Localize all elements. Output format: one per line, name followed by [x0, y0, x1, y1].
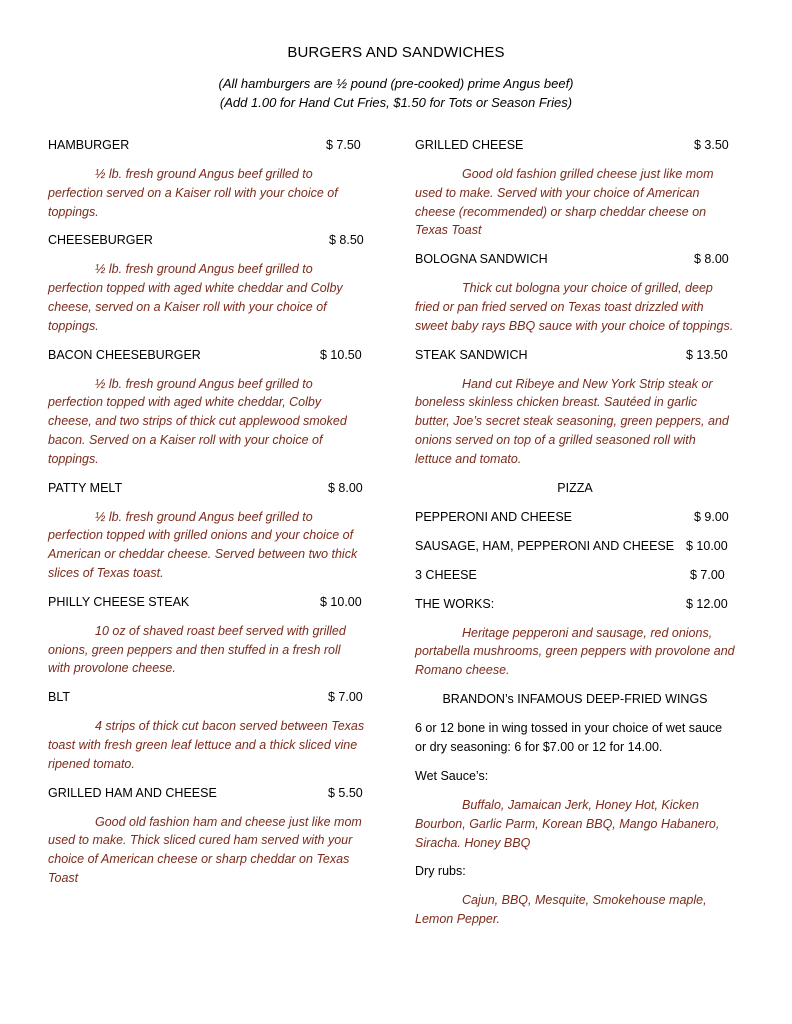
item-price: $ 9.00 [694, 509, 729, 524]
item-name: BLT [48, 690, 70, 705]
item-price: $ 8.00 [694, 252, 729, 267]
pizza-heading: PIZZA [557, 480, 593, 495]
menu-item-bologna-sandwich [415, 250, 735, 335]
item-price: $ 7.50 [326, 138, 361, 152]
item-name: HAMBURGER [48, 138, 130, 152]
item-name: SAUSAGE, HAM, PEPPERONI AND CHEESE [415, 538, 675, 553]
item-name: PHILLY CHEESE STEAK [48, 594, 190, 609]
item-price: $ 8.00 [328, 480, 363, 495]
right-column [415, 136, 735, 929]
dry-rubs-list: Cajun, BBQ, Mesquite, Smokehouse maple, Lemon Pepper. [415, 893, 707, 927]
menu-item-bacon-cheeseburger [48, 346, 366, 469]
wings-heading: BRANDON’s INFAMOUS DEEP-FRIED WINGS [442, 691, 708, 706]
subtitle-sides-note: (Add 1.00 for Hand Cut Fries, $1.50 for Tots or Season Fries) [219, 95, 573, 110]
item-price: $ 10.50 [320, 347, 362, 362]
wings-intro: 6 or 12 bone in wing tossed in your choice of wet sauce or dry seasoning: 6 for $7.00 or 12 for 14.00. [415, 720, 723, 754]
item-price: $ 3.50 [694, 138, 729, 152]
item-name: BOLOGNA SANDWICH [415, 252, 548, 267]
item-name: PATTY MELT [48, 480, 123, 495]
pizza-item-the-works [415, 595, 735, 680]
item-description: Heritage pepperoni and sausage, red onions, portabella mushrooms, green peppers with provolone and Romano cheese. [415, 625, 735, 678]
menu-item-hamburger [48, 136, 366, 221]
dry-rubs-label: Dry rubs: [415, 864, 466, 879]
item-description: 4 strips of thick cut bacon served between Texas toast with fresh green leaf lettuce and a thick sliced vine ripened tomato. [48, 719, 365, 771]
item-description: ½ lb. fresh ground Angus beef grilled to perfection served on a Kaiser roll with your choice of toppings. [48, 167, 338, 219]
item-description: ½ lb. fresh ground Angus beef grilled to perfection topped with aged white cheddar, Colby cheese, and two strips of thick cut applewood smoked bacon. Served on a Kaiser roll with your choice of toppings. [48, 376, 347, 466]
left-column [48, 136, 366, 888]
item-description: Thick cut bologna your choice of grilled, deep fried or pan fried served on Texas toast drizzled with sweet baby rays BBQ sauce with your choice of toppings. [415, 281, 734, 333]
item-price: $ 10.00 [686, 538, 728, 553]
menu-item-philly-cheese-steak [48, 593, 366, 678]
pizza-item-sausage-ham-pepperoni [415, 537, 735, 556]
item-price: $ 10.00 [320, 594, 362, 609]
item-name: THE WORKS: [415, 596, 495, 611]
item-name: CHEESEBURGER [48, 233, 153, 248]
menu-item-patty-melt [48, 479, 366, 583]
item-price: $ 12.00 [686, 596, 728, 611]
pizza-item-3-cheese [415, 566, 735, 585]
item-description: ½ lb. fresh ground Angus beef grilled to perfection topped with grilled onions and your choice of American or cheddar cheese. Served between two thick slices of Texas toast. [48, 509, 358, 580]
menu-item-grilled-ham-and-cheese [48, 784, 366, 888]
item-description: Good old fashion grilled cheese just like mom used to make. Served with your choice of American cheese (recommended) or sharp cheddar cheese on Texas Toast [415, 167, 714, 238]
item-description: 10 oz of shaved roast beef served with grilled onions, green peppers and then stuffed in a fresh roll with provolone cheese. [48, 623, 346, 676]
page-title: BURGERS AND SANDWICHES [287, 44, 505, 61]
item-price: $ 13.50 [686, 347, 728, 362]
item-price: $ 7.00 [690, 567, 725, 582]
item-name: 3 CHEESE [415, 567, 477, 582]
menu-item-cheeseburger [48, 231, 366, 335]
menu-item-steak-sandwich [415, 346, 735, 469]
pizza-item-pepperoni [415, 508, 735, 527]
item-name: GRILLED HAM AND CHEESE [48, 785, 217, 800]
item-description: ½ lb. fresh ground Angus beef grilled to perfection topped with aged white cheddar and Colby cheese, served on a Kaiser roll with your choice of toppings. [48, 262, 343, 333]
item-name: BACON CHEESEBURGER [48, 347, 201, 362]
wet-sauce-list: Buffalo, Jamaican Jerk, Honey Hot, Kicken Bourbon, Garlic Parm, Korean BBQ, Mango Habanero, Siracha. Honey BBQ [415, 797, 720, 850]
subtitle-patty-note: (All hamburgers are ½ pound (pre-cooked) prime Angus beef) [218, 76, 574, 91]
item-description: Hand cut Ribeye and New York Strip steak or boneless skinless chicken breast. Sautéed in garlic butter, Joe’s secret steak seasoning, green peppers, and onions served on top of a grilled seasoned roll with lettuce and tomato. [415, 376, 729, 466]
item-price: $ 7.00 [328, 690, 363, 705]
menu-item-blt [48, 688, 366, 773]
item-name: STEAK SANDWICH [415, 347, 528, 362]
wet-sauce-label: Wet Sauce’s: [415, 768, 489, 783]
item-price: $ 5.50 [328, 785, 363, 800]
item-name: GRILLED CHEESE [415, 138, 524, 152]
item-name: PEPPERONI AND CHEESE [415, 509, 572, 524]
item-price: $ 8.50 [329, 233, 364, 248]
menu-item-grilled-cheese [415, 136, 735, 240]
item-description: Good old fashion ham and cheese just like mom used to make. Thick sliced cured ham served with your choice of American cheese or sharp cheddar on Texas Toast [48, 814, 362, 885]
